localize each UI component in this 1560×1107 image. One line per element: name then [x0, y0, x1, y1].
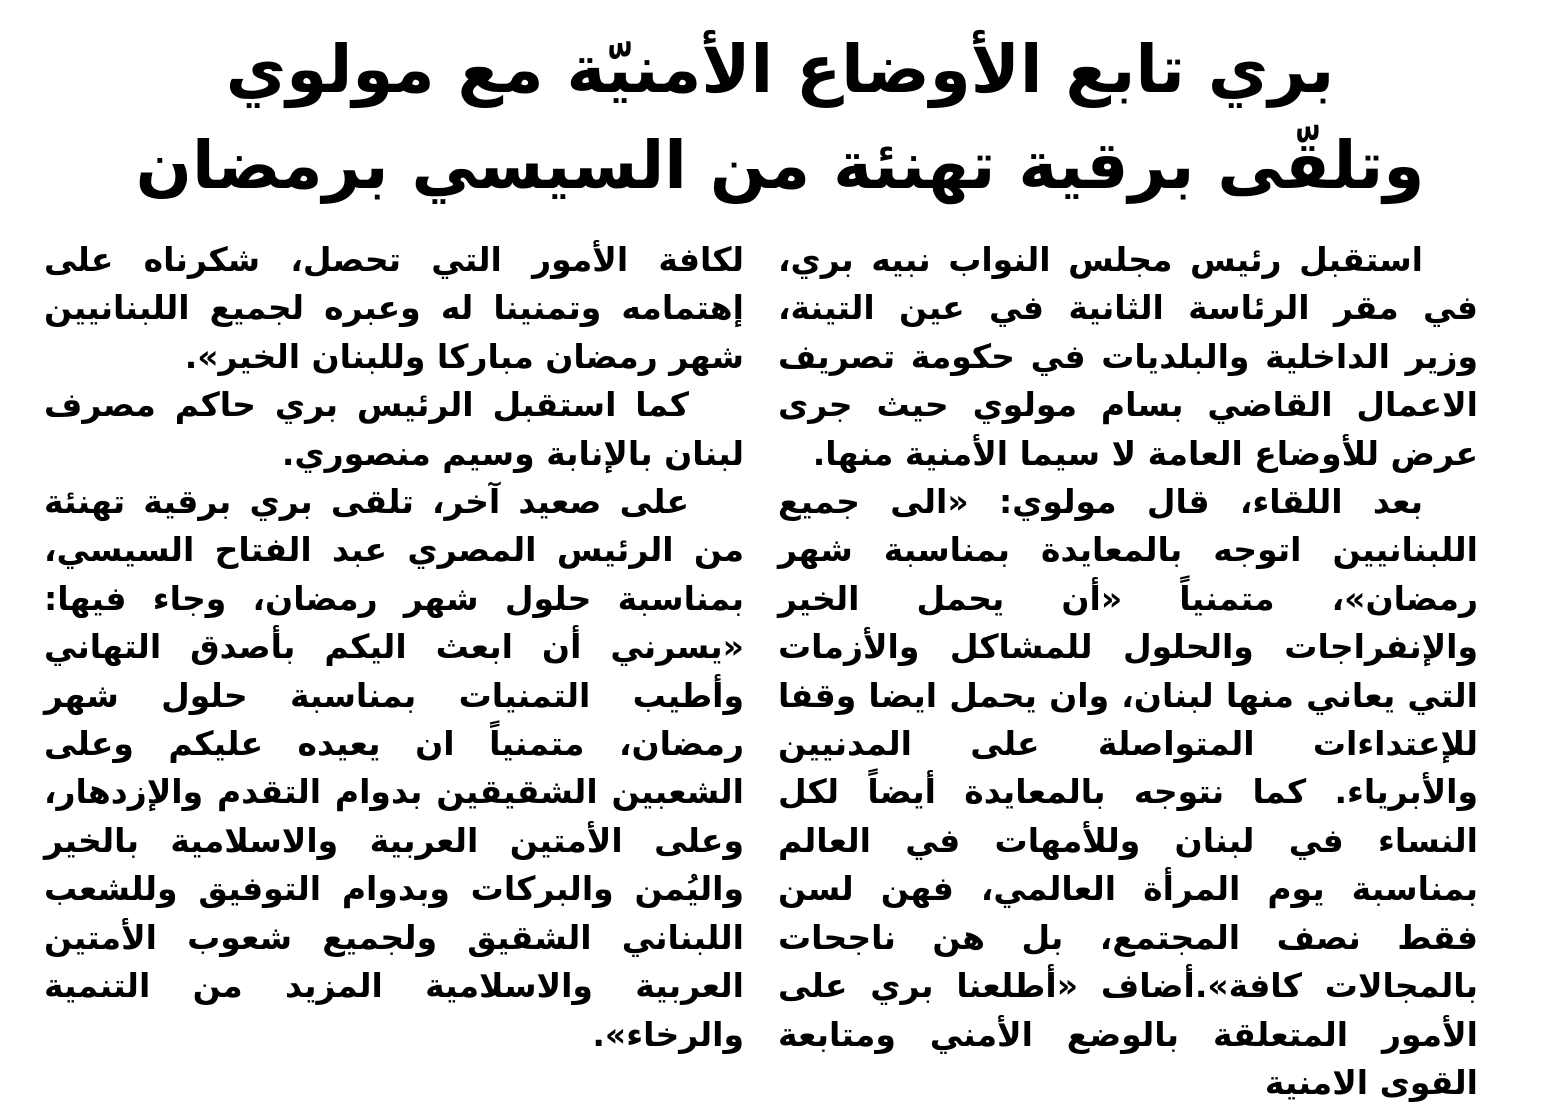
paragraph: كما استقبل الرئيس بري حاكم مصرف لبنان بالإنابة وسيم منصوري.: [44, 385, 744, 473]
article-column-right: [778, 236, 1478, 1107]
paragraph: على صعيد آخر، تلقى بري برقية تهنئة من الرئيس المصري عبد الفتاح السيسي، بمناسبة حلول شهر رمضان، وجاء فيها: «يسرني أن ابعث اليكم بأصدق التهاني وأطيب التمنيات بمناسبة حلول شهر رمضان، متمنياً ان يعيده عليكم وعلى الشعبين الشقيقين بدوام التقدم والإزدهار، وعلى الأمتين العربية والاسلامية بالخير واليُمن والبركات وبدوام التوفيق وللشعب اللبناني الشقيق ولجميع شعوب الأمتين العربية والاسلامية المزيد من التنمية والرخاء».: [44, 482, 744, 1054]
headline-line-1: بري تابع الأوضاع الأمنيّة مع مولوي: [225, 31, 1335, 108]
article-column-left: [44, 236, 744, 1059]
paragraph: بعد اللقاء، قال مولوي: «الى جميع اللبنانيين اتوجه بالمعايدة بمناسبة شهر رمضان»، متمنياً «أن يحمل الخير والإنفراجات والحلول للمشاكل والأزمات التي يعاني منها لبنان، وان يحمل ايضا وقفا للإعتداءات المتواصلة على المدنيين والأبرياء. كما نتوجه بالمعايدة أيضاً لكل النساء في لبنان وللأمهات في العالم بمناسبة يوم المرأة العالمي، فهن لسن فقط نصف المجتمع، بل هن ناجحات بالمجالات كافة».أضاف «أطلعنا بري على الأمور المتعلقة بالوضع الأمني ومتابعة القوى الامنية: [778, 482, 1478, 1102]
headline-line-2: وتلقّى برقية تهنئة من السيسي برمضان: [135, 127, 1425, 204]
headline: [40, 22, 1520, 214]
paragraph: استقبل رئيس مجلس النواب نبيه بري، في مقر الرئاسة الثانية في عين التينة، وزير الداخلية والبلديات في حكومة تصريف الاعمال القاضي بسام مولوي حيث جرى عرض للأوضاع العامة لا سيما الأمنية منها.: [778, 240, 1478, 473]
paragraph: لكافة الأمور التي تحصل، شكرناه على إهتمامه وتمنينا له وعبره لجميع اللبنانيين شهر رمضان مباركا وللبنان الخير».: [44, 240, 744, 376]
